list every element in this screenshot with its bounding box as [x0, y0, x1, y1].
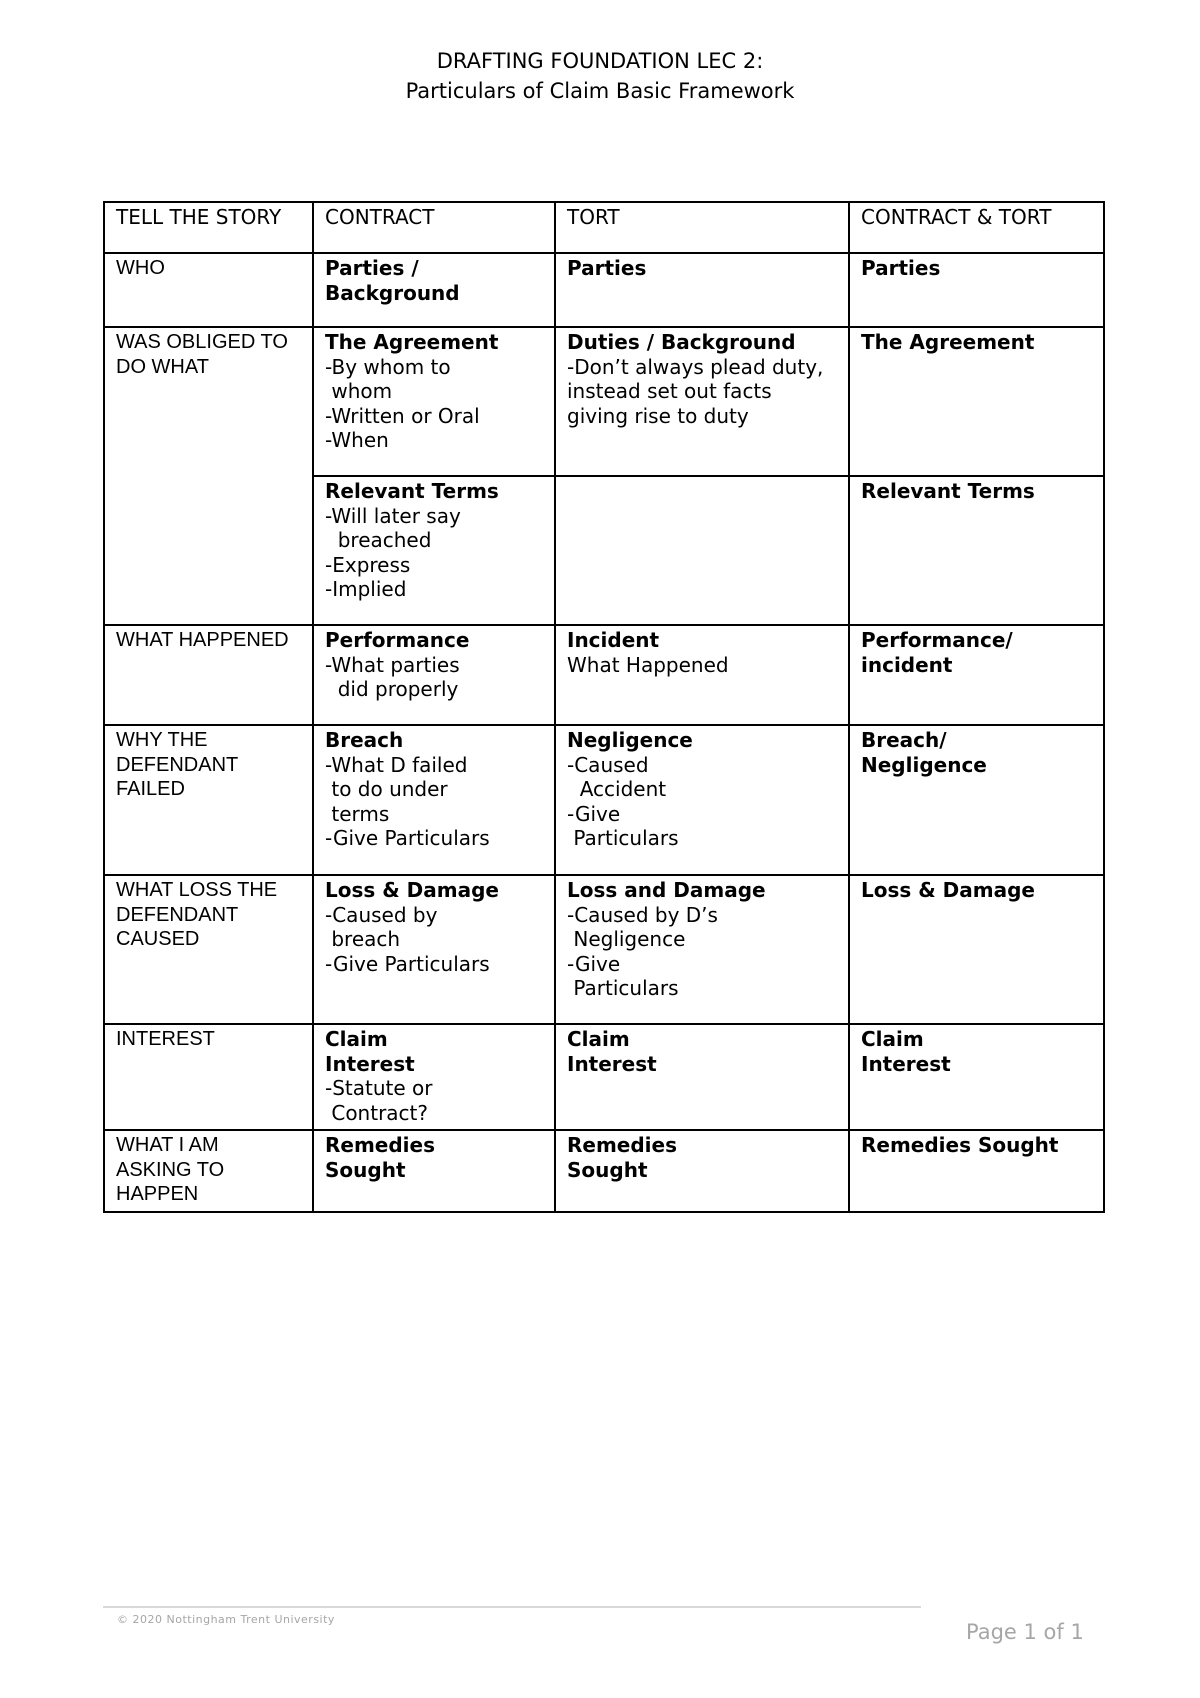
cell-heading: The Agreement: [325, 330, 499, 354]
header-cell: CONTRACT & TORT: [849, 202, 1104, 253]
table-cell: [849, 253, 1104, 327]
cell-heading: Loss & Damage: [861, 878, 1035, 902]
row-label: [104, 725, 313, 875]
cell-line: -By whom to: [325, 354, 451, 379]
cell-heading: Remedies: [325, 1133, 436, 1157]
footer-copyright: © 2020 Nottingham Trent University: [117, 1613, 335, 1626]
label-line: WHY THE: [116, 729, 208, 751]
table-row: [104, 1024, 1104, 1130]
cell-line: -What D failed: [325, 752, 468, 777]
cell-line: -Will later say: [325, 503, 461, 528]
table-cell: [849, 725, 1104, 875]
table-cell: [313, 625, 555, 725]
cell-line: terms: [325, 801, 390, 826]
cell-heading: Breach/: [861, 728, 947, 752]
cell-line: whom: [325, 379, 393, 403]
cell-heading: Relevant Terms: [861, 479, 1035, 503]
cell-line: breached: [325, 528, 432, 552]
label-line: DEFENDANT: [116, 753, 239, 776]
cell-heading: Loss & Damage: [325, 878, 499, 902]
cell-heading: Duties / Background: [567, 330, 796, 354]
header-cell: TORT: [555, 202, 849, 253]
table-cell: [555, 253, 849, 327]
label-line: WAS OBLIGED TO: [116, 331, 288, 353]
table-row: [104, 625, 1104, 725]
table-cell: [555, 725, 849, 875]
cell-heading: Breach: [325, 728, 404, 752]
cell-line: did properly: [325, 677, 459, 701]
table-cell: [849, 1024, 1104, 1130]
table-cell: [313, 327, 555, 476]
cell-line: Particulars: [567, 976, 679, 1000]
table-cell: [313, 1130, 555, 1212]
table-cell: [849, 625, 1104, 725]
cell-line: -Give Particulars: [325, 951, 490, 976]
cell-line: -Implied: [325, 577, 407, 601]
label-line: FAILED: [116, 778, 185, 800]
row-label: WHAT HAPPENED: [104, 625, 313, 725]
cell-heading: Claim: [325, 1027, 388, 1051]
label-line: WHAT LOSS THE: [116, 879, 278, 901]
label-line: WHAT I AM: [116, 1134, 219, 1156]
cell-heading: Interest: [567, 1051, 657, 1076]
cell-line: -Give: [567, 951, 621, 976]
cell-heading: incident: [861, 652, 953, 677]
cell-heading: Performance/: [861, 628, 1013, 652]
page-number: Page 1 of 1: [966, 1620, 1084, 1644]
table-cell: [555, 625, 849, 725]
table-row: [104, 725, 1104, 875]
cell-line: breach: [325, 927, 401, 951]
header-cell: TELL THE STORY: [104, 202, 313, 253]
table-cell: [849, 875, 1104, 1024]
row-label: [104, 875, 313, 1024]
cell-heading: Remedies: [567, 1133, 678, 1157]
cell-line: What Happened: [567, 652, 729, 677]
title-line-2: Particulars of Claim Basic Framework: [405, 79, 795, 103]
row-label: [104, 327, 313, 625]
label-line: HAPPEN: [116, 1183, 199, 1205]
cell-line: -Statute or: [325, 1076, 433, 1100]
cell-heading: Parties / Background: [325, 256, 460, 305]
cell-line: -Caused: [567, 752, 649, 777]
table-row: [104, 253, 1104, 327]
cell-heading: The Agreement: [861, 330, 1035, 354]
cell-heading: Sought: [325, 1157, 406, 1182]
table-header-row: [104, 202, 1104, 253]
table-cell: [313, 253, 555, 327]
cell-line: -Written or Oral: [325, 403, 480, 428]
cell-line: -Express: [325, 552, 411, 577]
table-cell: [313, 875, 555, 1024]
cell-heading: Performance: [325, 628, 470, 652]
cell-heading: Claim: [567, 1027, 630, 1051]
row-label: WHO: [104, 253, 313, 327]
table-cell: [555, 327, 849, 476]
cell-line: instead set out facts: [567, 379, 772, 403]
cell-line: Particulars: [567, 826, 679, 850]
cell-line: -Don’t always plead duty,: [567, 354, 824, 379]
cell-line: Accident: [567, 777, 667, 801]
cell-line: giving rise to duty: [567, 403, 749, 428]
row-label: INTEREST: [104, 1024, 313, 1130]
table-cell: [555, 1024, 849, 1130]
framework-table: [103, 201, 1105, 1213]
footer-divider: [103, 1606, 921, 1608]
cell-heading: Interest: [861, 1051, 951, 1076]
table-cell: [313, 1024, 555, 1130]
cell-line: -Give: [567, 801, 621, 826]
table-cell: [849, 476, 1104, 625]
table-cell: [555, 875, 849, 1024]
cell-heading: Interest: [325, 1051, 415, 1076]
header-cell: CONTRACT: [313, 202, 555, 253]
cell-heading: Loss and Damage: [567, 878, 766, 902]
table-cell: [849, 327, 1104, 476]
cell-heading: Parties: [861, 256, 941, 280]
label-line: ASKING TO: [116, 1158, 225, 1181]
table-row: [104, 875, 1104, 1024]
cell-line: -Give Particulars: [325, 826, 490, 850]
label-line: DEFENDANT: [116, 903, 239, 926]
cell-line: -Caused by D’s: [567, 902, 718, 927]
cell-heading: Parties: [567, 256, 647, 280]
document-title: [0, 46, 1200, 106]
title-line-1: DRAFTING FOUNDATION LEC 2:: [436, 49, 764, 73]
cell-heading: Incident: [567, 628, 660, 652]
table-cell-empty: [555, 476, 849, 625]
table-row: [104, 327, 1104, 476]
cell-heading: Sought: [567, 1157, 648, 1182]
cell-line: Contract?: [325, 1100, 429, 1125]
cell-heading: Claim: [861, 1027, 924, 1051]
cell-heading: Negligence: [861, 752, 987, 777]
table-cell: [313, 476, 555, 625]
table-cell: [313, 725, 555, 875]
table-cell: [555, 1130, 849, 1212]
cell-line: -What parties: [325, 652, 460, 677]
cell-line: Negligence: [567, 927, 686, 951]
label-line: DO WHAT: [116, 355, 209, 378]
cell-line: -When: [325, 428, 389, 452]
cell-heading: Negligence: [567, 728, 693, 752]
table-row: [104, 1130, 1104, 1212]
cell-line: -Caused by: [325, 902, 438, 927]
table-cell: [849, 1130, 1104, 1212]
cell-heading: Relevant Terms: [325, 479, 499, 503]
row-label: [104, 1130, 313, 1212]
cell-line: to do under: [325, 777, 448, 801]
cell-heading: Remedies Sought: [861, 1133, 1059, 1157]
label-line: CAUSED: [116, 928, 200, 950]
